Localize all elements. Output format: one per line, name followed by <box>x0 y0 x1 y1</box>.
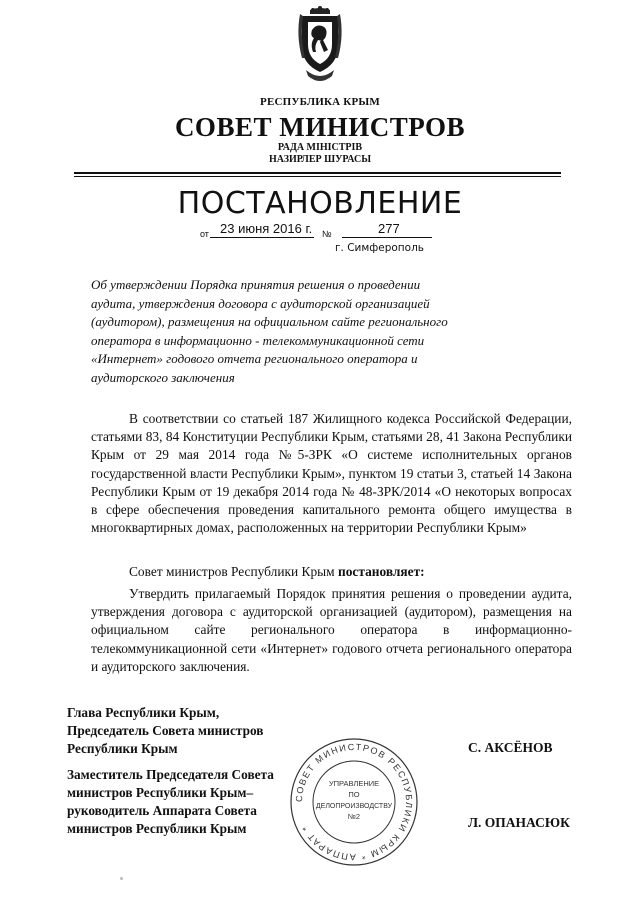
document-subject: Об утверждении Порядка принятия решения о проведении аудита, утверждения договора с аудиторской организацией (аудитором), размещения на официальном сайте регионального оператора в информационно - телекоммуникационной сети «Интернет» годового отчета регионального оператора и аудиторского заключения <box>91 277 448 385</box>
document-date: 23 июня 2016 г. <box>220 221 313 236</box>
signatory-title-head <box>67 704 263 758</box>
decree-lead: Совет министров Республики Крым <box>129 564 338 579</box>
stamp-line: ПО <box>348 790 360 799</box>
signatory-title-line: Глава Республики Крым, <box>67 705 220 720</box>
decree-paragraph <box>91 563 572 581</box>
number-underline <box>342 237 432 238</box>
date-prefix: от <box>200 229 209 239</box>
signatory-title-deputy <box>67 766 274 838</box>
stamp-line: №2 <box>347 812 361 821</box>
scan-speck <box>120 877 123 880</box>
signatory-name-head: С. АКСЁНОВ <box>468 740 553 755</box>
signatory-title-line: Заместитель Председателя Совета <box>67 767 274 782</box>
date-number-line <box>200 221 440 241</box>
signatory-title-line: Республики Крым <box>67 741 178 756</box>
stamp-line: ДЕЛОПРОИЗВОДСТВУ <box>315 803 393 810</box>
council-title-ukrainian: РАДА МІНІСТРІВ <box>277 142 363 153</box>
preamble-paragraph: В соответствии со статьей 187 Жилищного кодекса Российской Федерации, статьями 83, 84 Конституции Республики Крым, статьями 28, 41 Закона Республики Крым от 29 мая 2014 года №5-ЗРК «О системе исполнительных органов государственной власти Республики Крым», пунктом 19 статьи 3, статьей 14 Закона Республики Крым от 19 декабря 2014 года № 48-ЗРК/2014 «О некоторых вопросах в сфере обеспечения проведения капитального ремонта общего имущества в многоквартирных домах, расположенных на территории Республики Крым» <box>91 411 572 536</box>
date-underline <box>210 237 314 238</box>
council-title: СОВЕТ МИНИСТРОВ <box>174 112 466 142</box>
signatory-title-line: министров Республики Крым– <box>67 785 254 800</box>
document-number: 277 <box>378 221 400 236</box>
svg-text:СОВЕТ МИНИСТРОВ РЕСПУБЛИКИ КРЫ <box>294 742 414 862</box>
signatory-title-line: Председатель Совета министров <box>67 723 264 738</box>
signatory-title-line: руководитель Аппарата Совета <box>67 803 257 818</box>
document-type-title: ПОСТАНОВЛЕНИЕ <box>177 186 463 221</box>
document-city: г. Симферополь <box>335 242 424 254</box>
republic-name: РЕСПУБЛИКА КРЫМ <box>260 96 380 108</box>
stamp-ring-text: СОВЕТ МИНИСТРОВ РЕСПУБЛИКИ КРЫМ * АППАРАТ * <box>293 741 415 863</box>
coat-of-arms-emblem <box>296 6 344 86</box>
resolution-paragraph: Утвердить прилагаемый Порядок принятия решения о проведении аудита, утверждения договора с аудиторской организацией (аудитором), размещения на официальном сайте регионального оператора в информационно-телекоммуникационной сети «Интернет» годового отчета регионального оператора и аудиторского заключения. <box>91 586 572 674</box>
number-prefix: № <box>322 229 332 239</box>
council-title-crimean-tatar: НАЗИРЛЕР ШУРАСЫ <box>268 154 372 165</box>
header-divider-thick <box>74 172 561 174</box>
office-stamp <box>287 735 421 869</box>
decree-word: постановляет: <box>337 564 425 579</box>
signatory-name-deputy: Л. ОПАНАСЮК <box>468 815 570 830</box>
signatory-title-line: министров Республики Крым <box>67 821 247 836</box>
stamp-line: УПРАВЛЕНИЕ <box>328 779 380 788</box>
header-divider-thin <box>74 176 561 177</box>
